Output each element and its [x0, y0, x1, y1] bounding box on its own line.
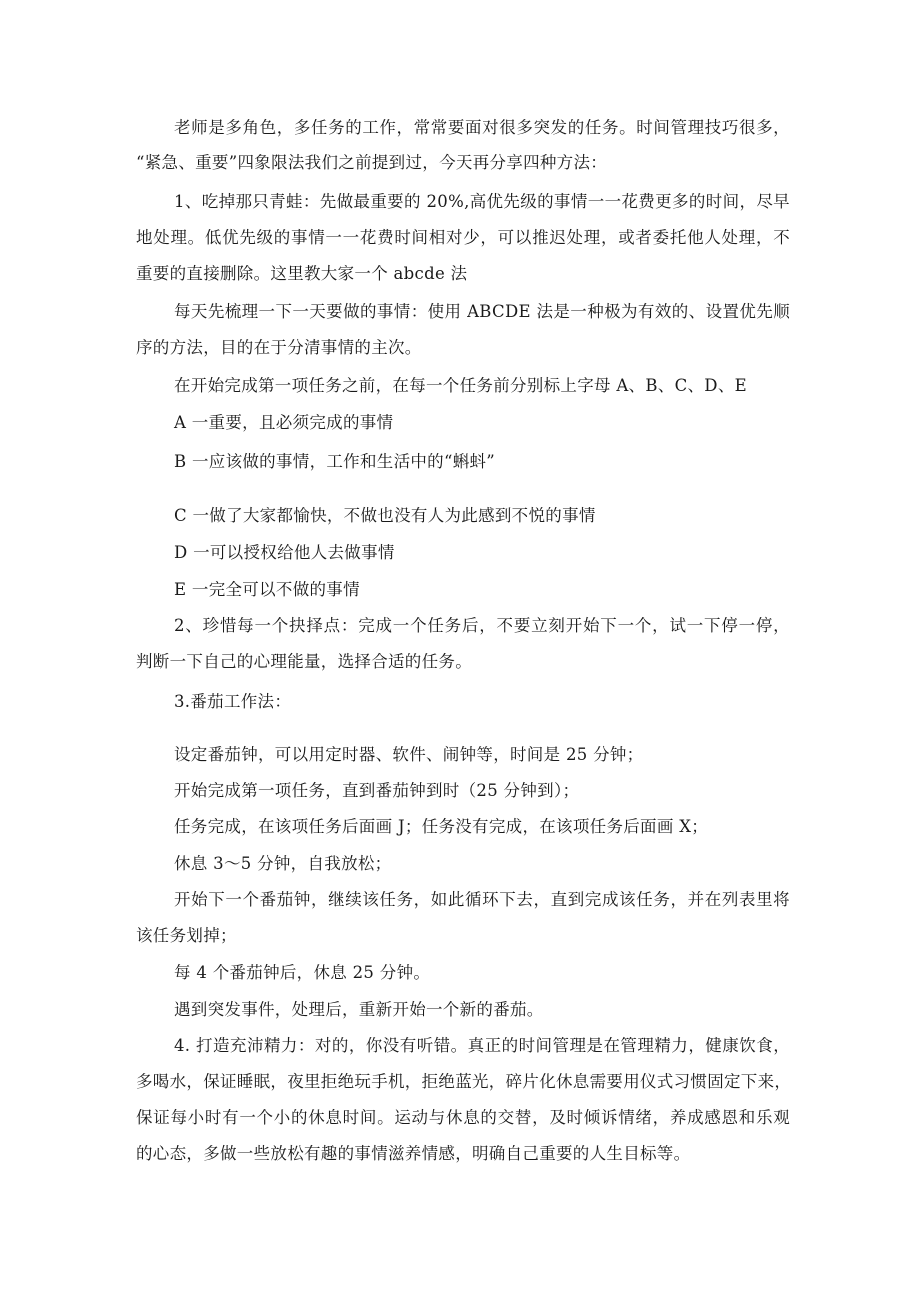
method2-line-2: 判断一下自己的心理能量，选择合适的任务。 — [136, 652, 472, 671]
method1-line-3: 重要的直接删除。这里教大家一个 abcde 法 — [136, 264, 468, 283]
method1-line-2: 地处理。低优先级的事情一一花费时间相对少，可以推迟处理，或者委托他人处理，不 — [136, 228, 790, 247]
abcde-item-e: E 一完全可以不做的事情 — [174, 580, 360, 599]
method3-title: 3.番茄工作法： — [174, 692, 292, 711]
abcde-daily-line-2: 序的方法，目的在于分清事情的主次。 — [136, 338, 422, 357]
abcde-daily-line-1: 每天先梳理一下一天要做的事情：使用 ABCDE 法是一种极为有效的、设置优先顺 — [174, 302, 790, 321]
method3-step-3: 任务完成，在该项任务后面画 J；任务没有完成，在该项任务后面画 X； — [174, 817, 709, 836]
method3-step-2: 开始完成第一项任务，直到番茄钟到时（25 分钟到）； — [174, 781, 580, 800]
abcde-item-b: B 一应该做的事情，工作和生活中的“蝌蚪” — [174, 452, 496, 471]
method4-line-4: 的心态，多做一些放松有趣的事情滋养情感，明确自己重要的人生目标等。 — [136, 1144, 691, 1163]
method4-line-2: 多喝水，保证睡眠，夜里拒绝玩手机，拒绝蓝光，碎片化休息需要用仪式习惯固定下来， — [136, 1072, 792, 1091]
method3-step-1: 设定番茄钟，可以用定时器、软件、闹钟等，时间是 25 分钟； — [174, 745, 644, 764]
abcde-item-c: C 一做了大家都愉快，不做也没有人为此感到不悦的事情 — [174, 506, 596, 525]
method3-step-6: 每 4 个番茄钟后，休息 25 分钟。 — [174, 963, 431, 982]
method2-line-1: 2、珍惜每一个抉择点：完成一个任务后，不要立刻开始下一个，试一下停一停， — [174, 616, 790, 635]
abcde-item-d: D 一可以授权给他人去做事情 — [174, 543, 395, 562]
abcde-before-start: 在开始完成第一项任务之前，在每一个任务前分别标上字母 A、B、C、D、E — [174, 376, 747, 395]
method3-step-5-line-2: 该任务划掉； — [136, 926, 237, 945]
intro-line-1: 老师是多角色，多任务的工作，常常要面对很多突发的任务。时间管理技巧很多， — [174, 118, 790, 137]
method3-step-7: 遇到突发事件，处理后，重新开始一个新的番茄。 — [174, 1000, 544, 1019]
method3-step-4: 休息 3～5 分钟，自我放松； — [174, 854, 392, 873]
method1-line-1: 1、吃掉那只青蛙：先做最重要的 20%,高优先级的事情一一花费更多的时间，尽早 — [174, 192, 790, 211]
intro-line-2: “紧急、重要”四象限法我们之前提到过，今天再分享四种方法： — [136, 153, 608, 172]
abcde-item-a: A 一重要，且必须完成的事情 — [174, 413, 394, 432]
method4-line-3: 保证每小时有一个小的休息时间。运动与休息的交替，及时倾诉情绪，养成感恩和乐观 — [136, 1108, 790, 1127]
method3-step-5-line-1: 开始下一个番茄钟，继续该任务，如此循环下去，直到完成该任务，并在列表里将 — [174, 890, 790, 909]
method4-line-1: 4. 打造充沛精力：对的，你没有听错。真正的时间管理是在管理精力，健康饮食， — [174, 1036, 790, 1055]
